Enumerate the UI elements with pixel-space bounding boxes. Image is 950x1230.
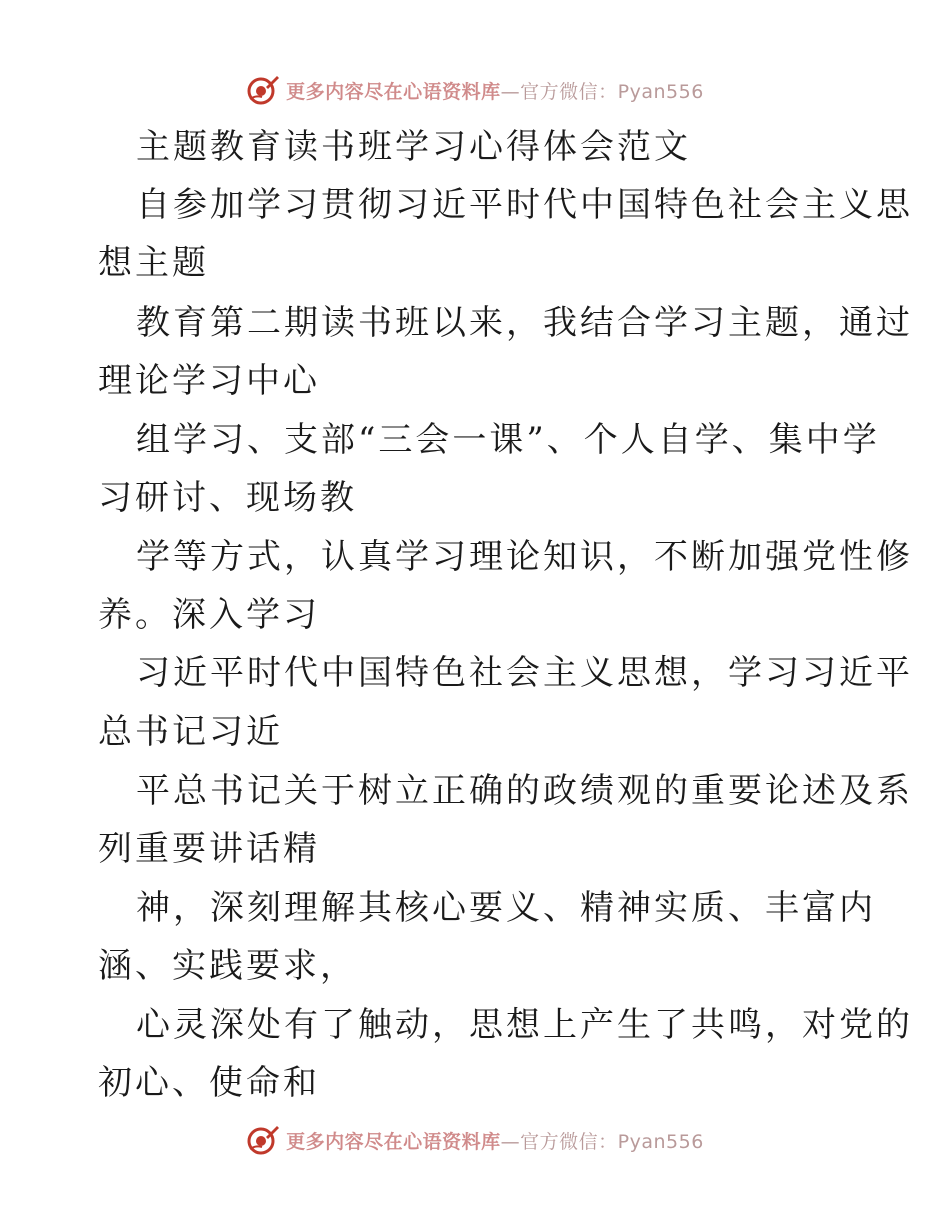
text-line: 平总书记关于树立正确的政绩观的重要论述及系	[136, 771, 913, 811]
text-line: 习近平时代中国特色社会主义思想，学习习近平	[136, 653, 913, 693]
text-line: 教育第二期读书班以来，我结合学习主题，通过	[136, 303, 913, 343]
watermark-brand: 更多内容尽在心语资料库	[286, 80, 501, 103]
header-watermark	[0, 70, 950, 110]
text-line: 心灵深处有了触动，思想上产生了共鸣，对党的	[136, 1005, 913, 1045]
watermark-wechat: 官方微信：Pyan556	[520, 1130, 704, 1153]
text-line: 理论学习中心	[98, 361, 320, 401]
text-line: 初心、使命和	[98, 1063, 320, 1103]
text-line: 习研讨、现场教	[98, 478, 357, 518]
document-title: 主题教育读书班学习心得体会范文	[136, 127, 691, 167]
footer-watermark	[0, 1120, 950, 1160]
watermark-separator: —	[500, 80, 521, 103]
watermark-text	[286, 1127, 704, 1154]
watermark-separator: —	[500, 1130, 521, 1153]
text-line: 学等方式，认真学习理论知识，不断加强党性修	[136, 537, 913, 577]
text-line: 养。深入学习	[98, 595, 320, 635]
text-line: 组学习、支部“三会一课”、个人自学、集中学	[136, 420, 880, 460]
watermark-text	[286, 77, 704, 104]
text-line: 自参加学习贯彻习近平时代中国特色社会主义思	[136, 185, 913, 225]
text-line: 想主题	[98, 243, 209, 283]
text-line: 总书记习近	[98, 712, 283, 752]
text-line: 涵、实践要求，	[98, 946, 357, 986]
watermark-brand: 更多内容尽在心语资料库	[286, 1130, 501, 1153]
pen-logo-icon	[246, 73, 280, 107]
pen-logo-icon	[246, 1123, 280, 1157]
watermark-wechat: 官方微信：Pyan556	[520, 80, 704, 103]
text-line: 列重要讲话精	[98, 829, 320, 869]
text-line: 神，深刻理解其核心要义、精神实质、丰富内	[136, 888, 876, 928]
